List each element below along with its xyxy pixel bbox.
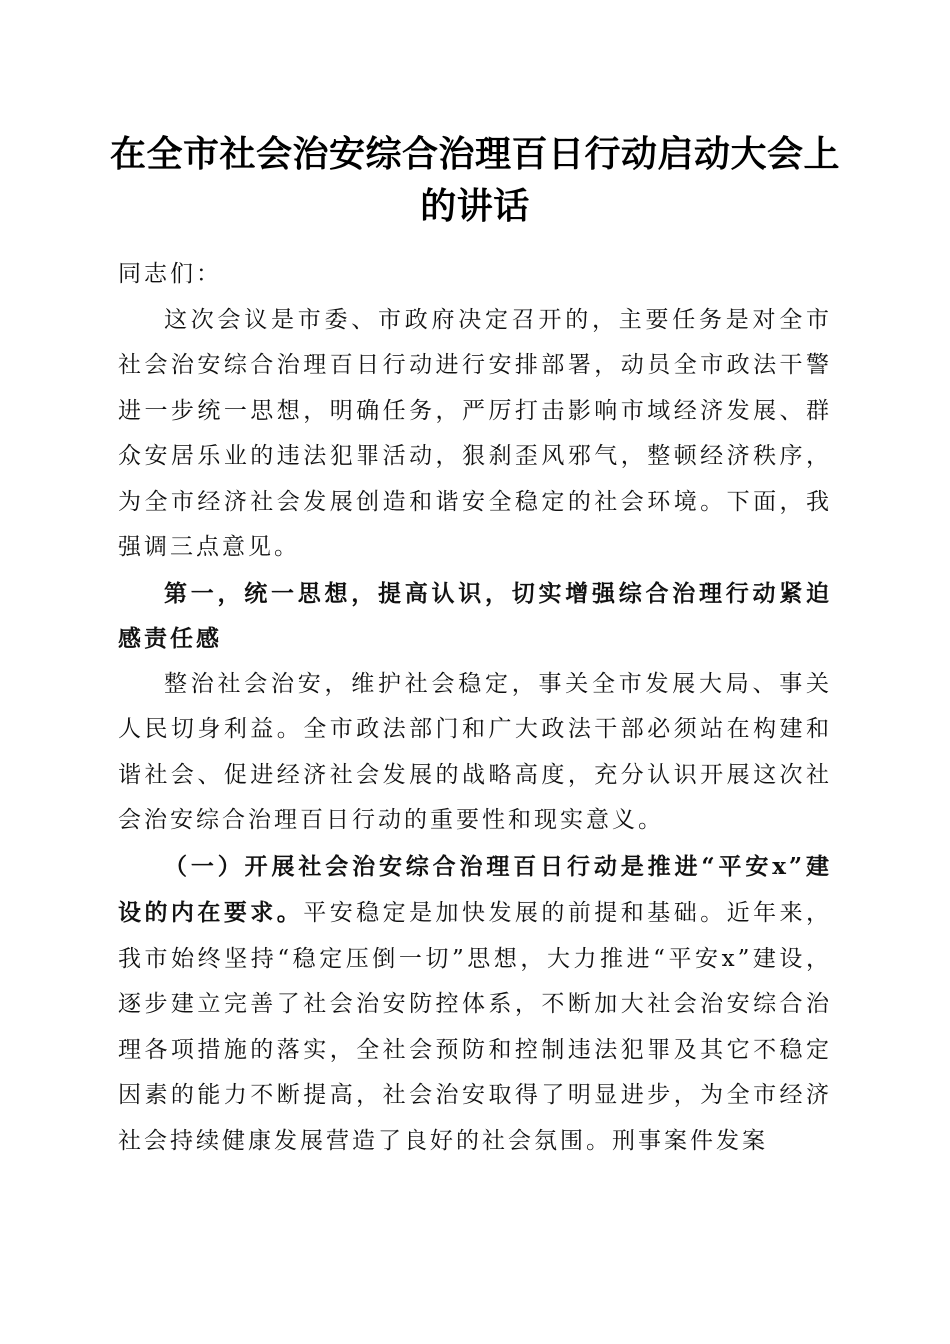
document-body (118, 252, 832, 1164)
section-heading-1: 第一，统一思想，提高认识，切实增强综合治理行动紧迫感责任感 (118, 579, 832, 652)
paragraph-section-1: 整治社会治安，维护社会稳定，事关全市发展大局、事关人民切身利益。全市政法部门和广大政法干部必须站在构建和谐社会、促进经济社会发展的战略高度，充分认识开展这次社会治安综合治理百日行动的重要性和现实意义。 (118, 670, 832, 833)
salutation: 同志们： (118, 261, 222, 287)
paragraph-subsection-1 (118, 844, 832, 1165)
subsection-heading-1: （一）开展社会治安综合治理百日行动是推进“平安x”建设的内在要求。 (118, 852, 832, 926)
document-title: 在全市社会治安综合治理百日行动启动大会上的讲话 (110, 133, 841, 227)
subsection-text-1: 平安稳定是加快发展的前提和基础。近年来，我市始终坚持“稳定压倒一切”思想，大力推进“平安x”建设，逐步建立完善了社会治安防控体系，不断加大社会治安综合治理各项措施的落实，全社会预防和控制违法犯罪及其它不稳定因素的能力不断提高，社会治安取得了明显进步，为全市经济社会持续健康发展营造了良好的社会氛围。刑事案件发案 (118, 900, 833, 1154)
paragraph-intro: 这次会议是市委、市政府决定召开的，主要任务是对全市社会治安综合治理百日行动进行安排部署，动员全市政法干警进一步统一思想，明确任务，严厉打击影响市域经济发展、群众安居乐业的违法犯罪活动，狠刹歪风邪气，整顿经济秩序，为全市经济社会发展创造和谐安全稳定的社会环境。下面，我强调三点意见。 (118, 306, 832, 560)
